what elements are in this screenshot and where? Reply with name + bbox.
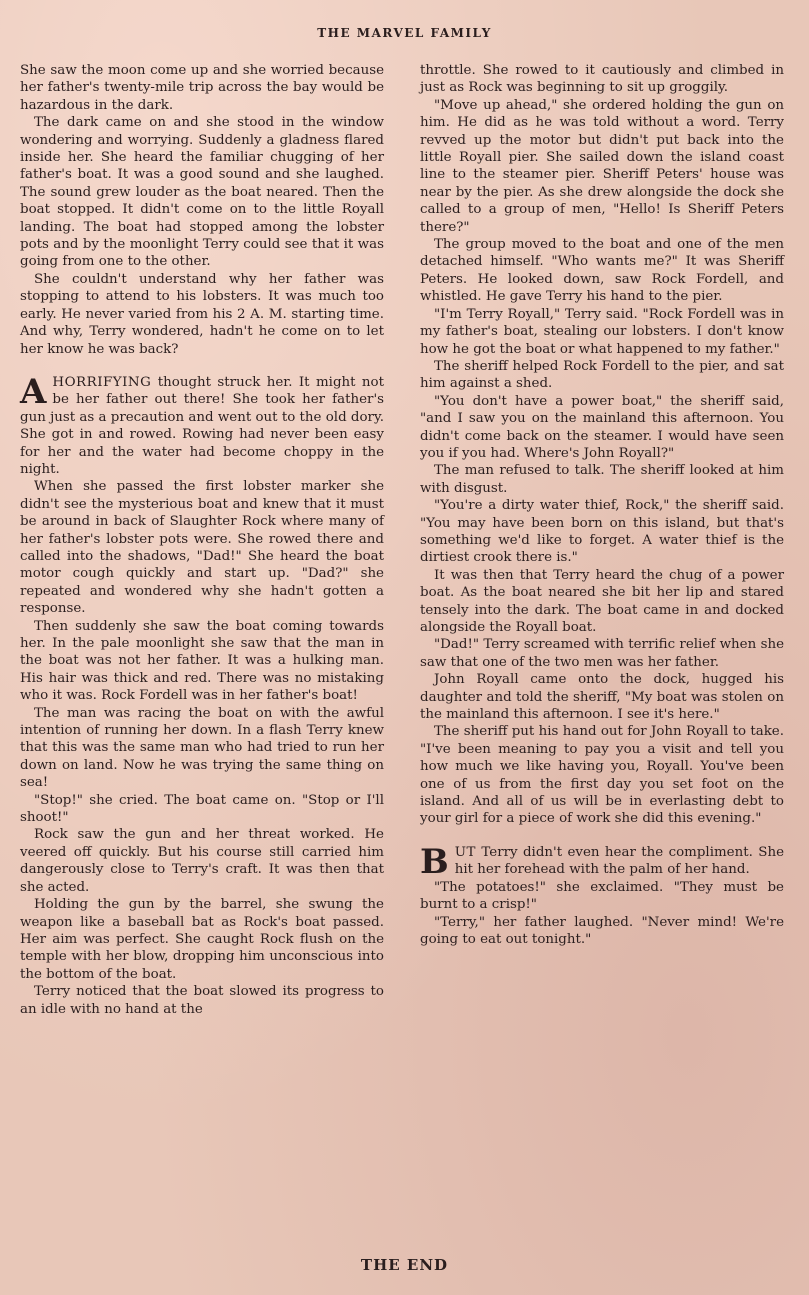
paragraph: She couldn't understand why her father was stopping to attend to his lobsters. It was much too early. He never varied from his 2 A. M. starting time. And why, Terry wondered, hadn't he come on to let her know he was back? bbox=[20, 271, 384, 357]
section-opening-paragraph bbox=[20, 371, 384, 478]
paragraph: "You don't have a power boat," the sheriff said, "and I saw you on the mainland this afternoon. You didn't come back on the steamer. I would have seen you if you had. Where's John Royall?" bbox=[420, 393, 784, 461]
drop-cap: B bbox=[420, 841, 449, 882]
paragraph: The man refused to talk. The sheriff looked at him with disgust. bbox=[420, 463, 784, 496]
drop-cap: A bbox=[20, 371, 47, 412]
paragraph: "Move up ahead," she ordered holding the gun on him. He did as he was told without a word. Terry revved up the motor but didn't put back into the little Royall pier. She sailed down the island coast line to the steamer pier. Sheriff Peters' house was near by the pier. As she drew alongside the dock she called to a group of men, "Hello! Is Sheriff Peters there?" bbox=[420, 97, 784, 235]
paragraph: When she passed the first lobster marker she didn't see the mysterious boat and knew that it must be around in back of Slaughter Rock where many of her father's lobster pots were. She rowed there and called into the shadows, "Dad!" She heard the boat motor cough quickly and start up. "Dad?" she repeated and wondered why she hadn't gotten a response. bbox=[20, 479, 384, 617]
paragraph: The man was racing the boat on with the awful intention of running her down. In a flash Terry knew that this was the same man who had tried to run her down on land. Now he was trying the same thing on sea! bbox=[20, 705, 384, 791]
paragraph: "Stop!" she cried. The boat came on. "Stop or I'll shoot!" bbox=[20, 792, 384, 826]
section-opening-paragraph bbox=[420, 841, 784, 882]
paragraph: She saw the moon come up and she worried because her father's twenty-mile trip across the bay would be hazardous in the dark. bbox=[20, 63, 384, 113]
paragraph-text: thought struck her. It might not be her father out there! She took her father's gun just as a precaution and went out to the old dory. She got in and rowed. Rowing had never been easy for her and the water had become choppy in the night. bbox=[20, 374, 384, 477]
paragraph: John Royall came onto the dock, hugged his daughter and told the sheriff, "My boat was stolen on the mainland this afternoon. I see it's here." bbox=[420, 672, 784, 723]
left-column bbox=[20, 62, 384, 1018]
paragraph: Terry noticed that the boat slowed its progress to an idle with no hand at the bbox=[20, 984, 384, 1017]
paragraph: The sheriff put his hand out for John Royall to take. "I've been meaning to pay you a visit and tell you how much we like having you, Royall. You've been one of us from the first day you set foot on the island. And all of us will be in everlasting debt to your girl for a piece of work she did this evening." bbox=[420, 724, 784, 827]
paragraph: The group moved to the boat and one of the men detached himself. "Who wants me?" It was Sheriff Peters. He looked down, saw Rock Fordell, and whistled. He gave Terry his hand to the pier. bbox=[420, 237, 784, 305]
paragraph: "I'm Terry Royall," Terry said. "Rock Fordell was in my father's boat, stealing our lobsters. I don't know how he got the boat or what happened to my father." bbox=[420, 306, 784, 357]
paragraph: It was then that Terry heard the chug of a power boat. As the boat neared she bit her lip and stared tensely into the dark. The boat came in and docked alongside the Royall boat. bbox=[420, 567, 784, 635]
paragraph-text: Terry didn't even hear the compliment. She hit her forehead with the palm of her hand. bbox=[454, 844, 784, 878]
the-end-label: THE END bbox=[360, 1256, 449, 1274]
right-column bbox=[420, 62, 784, 948]
paragraph: Rock saw the gun and her threat worked. He veered off quickly. But his course still carried him dangerously close to Terry's craft. It was then that she acted. bbox=[20, 827, 384, 895]
paragraph: "Dad!" Terry screamed with terrific relief when she saw that one of the two men was her father. bbox=[420, 637, 784, 670]
paragraph: The sheriff helped Rock Fordell to the pier, and sat him against a shed. bbox=[420, 358, 784, 392]
paragraph: throttle. She rowed to it cautiously and climbed in just as Rock was beginning to sit up groggily. bbox=[420, 63, 784, 96]
lead-in-caps: HORRIFYING bbox=[52, 374, 152, 390]
paragraph: Then suddenly she saw the boat coming towards her. In the pale moonlight she saw that the man in the boat was not her father. It was a hulking man. His hair was thick and red. There was no mistaking who it was. Rock Fordell was in her father's boat! bbox=[20, 618, 384, 704]
paragraph: The dark came on and she stood in the window wondering and worrying. Suddenly a gladness flared inside her. She heard the familiar chugging of her father's boat. It was a good sound and she laughed. The sound grew louder as the boat neared. Then the boat stopped. It didn't come on to the little Royall landing. The boat had stopped among the lobster pots and by the moonlight Terry could see that it was going from one to the other. bbox=[20, 115, 384, 270]
paragraph: "The potatoes!" she exclaimed. "They must be burnt to a crisp!" bbox=[420, 879, 784, 913]
paragraph: "Terry," her father laughed. "Never mind! We're going to eat out tonight." bbox=[420, 914, 784, 947]
paragraph: "You're a dirty water thief, Rock," the sheriff said. "You may have been born on this island, but that's something we'd like to forget. A water thief is the dirtiest crook there is." bbox=[420, 498, 784, 566]
paragraph: Holding the gun by the barrel, she swung the weapon like a baseball bat as Rock's boat passed. Her aim was perfect. She caught Rock flush on the temple with her blow, dropping him unconscious into the bottom of the boat. bbox=[20, 897, 384, 982]
lead-in-caps: UT bbox=[454, 844, 476, 860]
running-title: THE MARVEL FAMILY bbox=[317, 26, 492, 40]
